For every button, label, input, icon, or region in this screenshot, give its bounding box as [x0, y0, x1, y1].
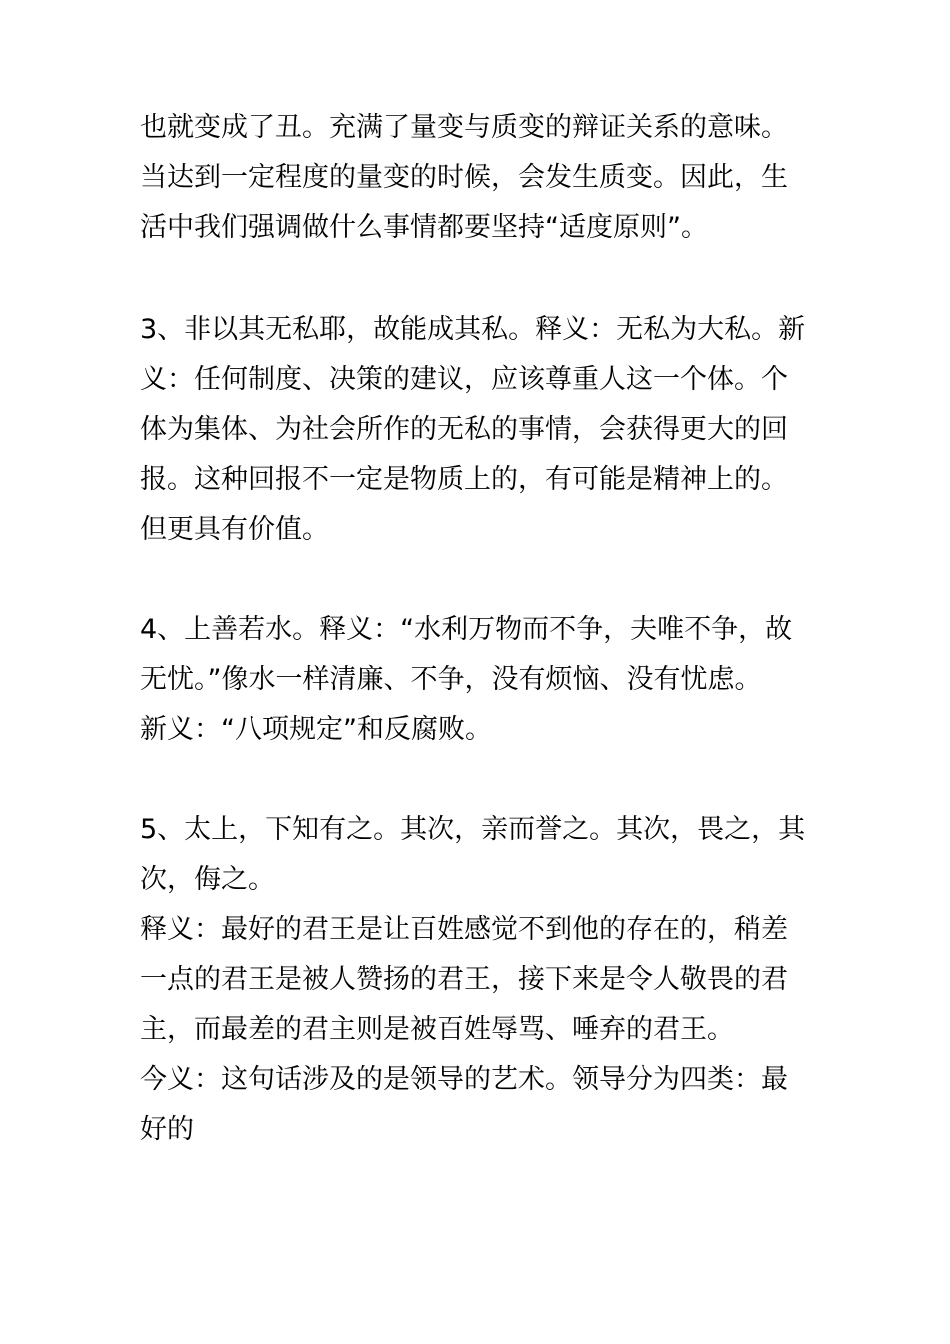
paragraph-intro — [140, 103, 830, 253]
text-line: 好的 — [140, 1114, 194, 1145]
text-line: 释义：最好的君王是让百姓感觉不到他的存在的，稍差 — [140, 914, 788, 945]
text-line: 当达到一定程度的量变的时候，会发生质变。因此，生 — [140, 162, 788, 193]
text-line: 报。这种回报不一定是物质上的，有可能是精神上的。 — [140, 464, 788, 495]
text-line: 4、上善若水。释义：“水利万物而不争，夫唯不争，故 — [140, 614, 793, 645]
paragraph-item-4 — [140, 605, 830, 755]
text-line: 义：任何制度、决策的建议，应该尊重人这一个体。个 — [140, 364, 788, 395]
text-line: 无忧。”像水一样清廉、不争，没有烦恼、没有忧虑。 — [140, 664, 762, 695]
text-line: 活中我们强调做什么事情都要坚持“适度原则”。 — [140, 212, 708, 243]
text-line: 也就变成了丑。充满了量变与质变的辩证关系的意味。 — [140, 112, 788, 143]
text-line: 主，而最差的君主则是被百姓辱骂、唾弃的君王。 — [140, 1014, 734, 1045]
text-line: 3、非以其无私耶，故能成其私。释义：无私为大私。新 — [140, 314, 806, 345]
text-line: 5、太上，下知有之。其次，亲而誉之。其次，畏之，其 — [140, 814, 806, 845]
text-line: 但更具有价值。 — [140, 514, 329, 545]
text-line: 次，侮之。 — [140, 864, 275, 895]
text-line: 一点的君王是被人赞扬的君王，接下来是令人敬畏的君 — [140, 964, 788, 995]
paragraph-item-5 — [140, 805, 830, 1155]
text-line: 体为集体、为社会所作的无私的事情，会获得更大的回 — [140, 414, 788, 445]
text-line: 新义：“八项规定”和反腐败。 — [140, 714, 492, 745]
text-line: 今义：这句话涉及的是领导的艺术。领导分为四类：最 — [140, 1064, 788, 1095]
paragraph-item-3 — [140, 305, 830, 555]
